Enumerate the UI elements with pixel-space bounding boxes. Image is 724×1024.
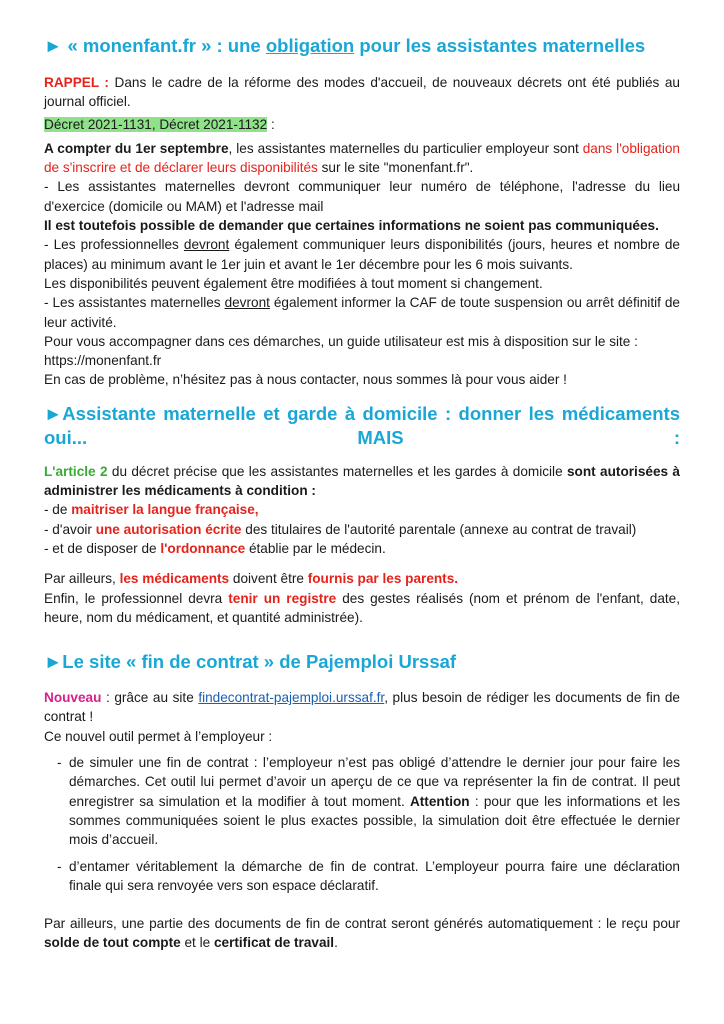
paragraph-link (44, 351, 680, 370)
paragraph-intro: Ce nouvel outil permet à l’employeur : (44, 728, 273, 744)
paragraph-guide: Pour vous accompagner dans ces démarches, un guide utilisateur est mis à disposition sur le site : (44, 333, 638, 349)
decrets-line: Décret 2021-1131, Décret 2021-1132 : (44, 116, 275, 132)
section-monenfant (44, 34, 680, 390)
monenfant-link[interactable]: https://monenfant.fr (44, 353, 162, 369)
paragraph-contact: En cas de problème, n’hésitez pas à nous contacter, nous sommes là pour vous aider ! (44, 372, 567, 388)
paragraph-documents: Par ailleurs, une partie des documents de fin de contrat seront générés automatiquement : le reçu pour solde de tout compte et le certificat de travail. (44, 916, 680, 951)
condition-langue: - de maitriser la langue française, (44, 502, 259, 518)
paragraph-modifications: Les disponibilités peuvent également être modifiées à tout moment si changement. (44, 275, 543, 291)
rappel-label: RAPPEL : (44, 75, 109, 90)
paragraph-registre: Enfin, le professionnel devra tenir un registre des gestes réalisés (nom et prénom de l'enfant, date, heure, nom du médicament, et quantité administrée). (44, 590, 680, 625)
section-fin-de-contrat (44, 650, 680, 953)
findecontrat-link[interactable]: findecontrat-pajemploi.urssaf.fr (198, 690, 385, 706)
decrets-highlight: Décret 2021-1131, Décret 2021-1132 (44, 116, 268, 132)
employer-options-list (44, 753, 680, 895)
nouveau-label: Nouveau (44, 690, 102, 706)
list-item: - d’entamer véritablement la démarche de fin de contrat. L’employeur pourra faire une déclaration finale qui sera renvoyée vers son espace déclaratif. (57, 858, 680, 893)
list-item: - de simuler une fin de contrat : l’employeur n’est pas obligé d’attendre le dernier jour pour faire les démarches. Cet outil lui permet d’avoir un aperçu de ce que va représenter la fin de contrat. Il peut enregistrer sa simulation et la modifier à tout moment. Attention : pour que les informations et les sommes communiquées soient le plus exactes possible, la simulation doit être effectuée le dernier mois d’accueil. (57, 755, 680, 848)
rappel-paragraph: RAPPEL : Dans le cadre de la réforme des modes d'accueil, de nouveaux décrets ont été publiés au journal officiel. (44, 75, 680, 110)
section-medicaments (44, 402, 680, 627)
paragraph-contact-info: - Les assistantes maternelles devront communiquer leur numéro de téléphone, l'adresse du lieu d'exercice (domicile ou MAM) et l'adresse mail (44, 179, 680, 214)
paragraph-article: L'article 2 du décret précise que les assistantes maternelles et les gardes à domicile sont autorisées à administrer les médicaments à condition : (44, 463, 680, 499)
paragraph-nouveau: Nouveau : grâce au site findecontrat-pajemploi.urssaf.fr, plus besoin de rédiger les documents de fin de contrat ! (44, 690, 680, 725)
section-title-medicaments: ►Assistante maternelle et garde à domicile : donner les médicaments oui... MAIS : (44, 402, 680, 448)
paragraph-disponibilites: - Les professionnelles devront également communiquer leurs disponibilités (jours, heures et nombre de places) au minimum avant le 1er juin et avant le 1er décembre pour les 6 mois suivants. (44, 237, 680, 272)
obligation-highlight: dans l'obligation de s'inscrire et de déclarer leurs disponibilités (44, 140, 680, 176)
condition-ordonnance: - et de disposer de l'ordonnance établie par le médecin. (44, 540, 386, 556)
paragraph-fournis: Par ailleurs, les médicaments doivent être fournis par les parents. (44, 571, 459, 587)
condition-autorisation: - d'avoir une autorisation écrite des titulaires de l'autorité parentale (annexe au contrat de travail) (44, 521, 637, 537)
paragraph-caf: - Les assistantes maternelles devront également informer la CAF de toute suspension ou arrêt définitif de leur activité. (44, 295, 680, 330)
article-label: L'article 2 (44, 463, 108, 479)
paragraph-obligation: A compter du 1er septembre, les assistantes maternelles du particulier employeur sont dans l'obligation de s'inscrire et de déclarer leurs disponibilités sur le site "monenfant.fr". (44, 140, 680, 176)
section-title-monenfant: ► « monenfant.fr » : une obligation pour les assistantes maternelles (44, 35, 646, 56)
paragraph-exception: Il est toutefois possible de demander que certaines informations ne soient pas communiquées. (44, 218, 659, 234)
section-title-fin-de-contrat: ►Le site « fin de contrat » de Pajemploi Urssaf (44, 651, 457, 673)
title-underlined-word: obligation (265, 35, 355, 56)
